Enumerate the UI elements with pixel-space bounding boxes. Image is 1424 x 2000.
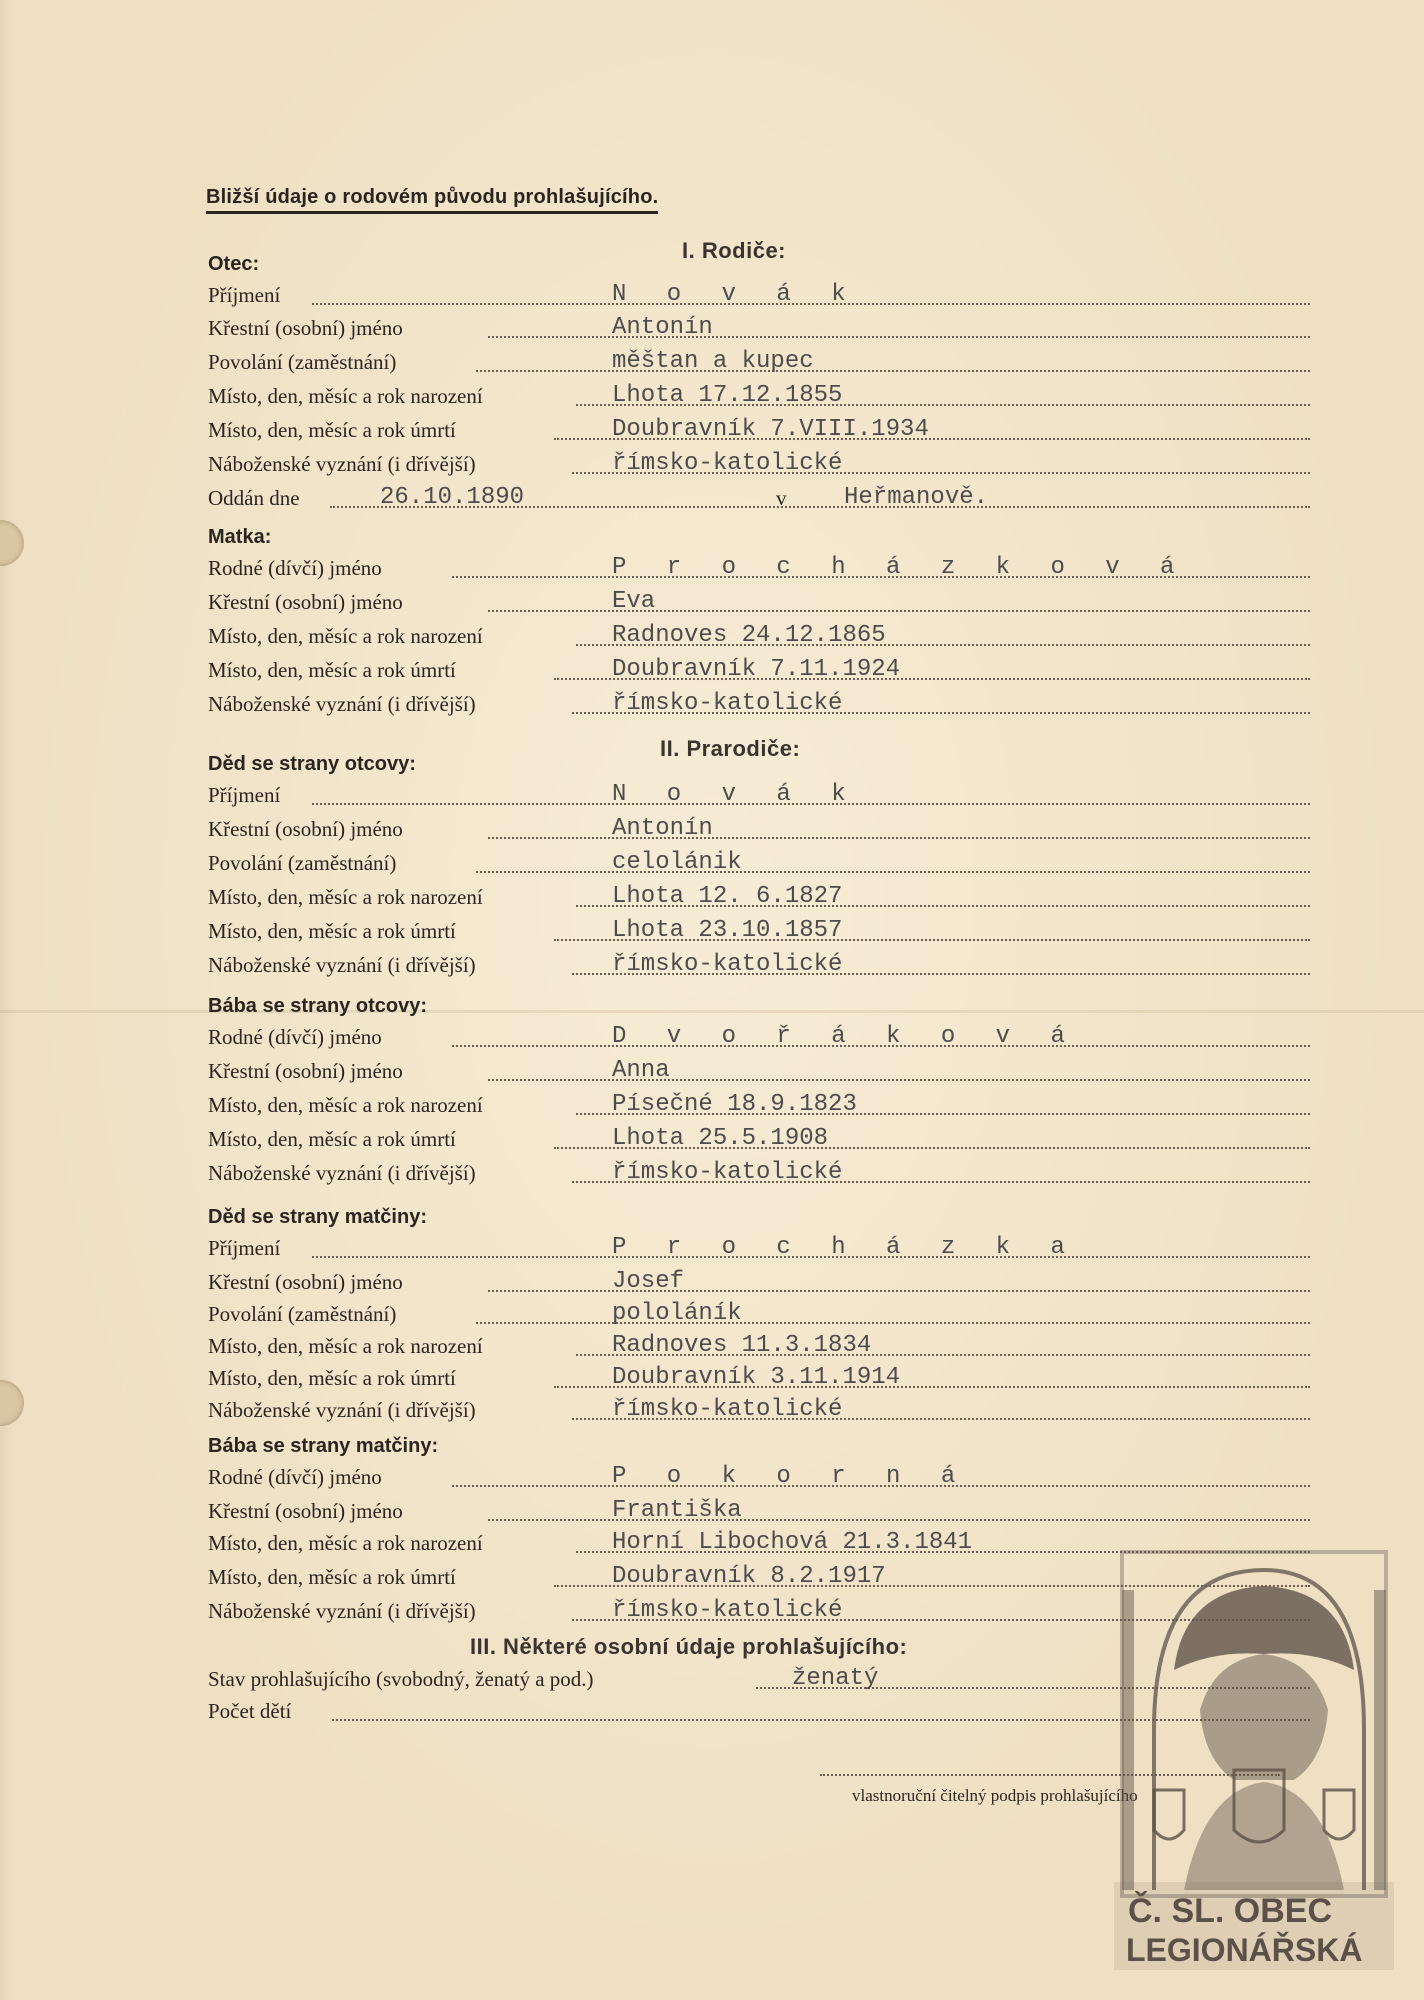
dotted-line bbox=[476, 871, 1310, 873]
field-label: Náboženské vyznání (i dřívější) bbox=[208, 692, 476, 716]
mgf-occupation-row bbox=[208, 1299, 1310, 1329]
pgm-religion-row bbox=[208, 1158, 1310, 1188]
group-heading-paternal-grandfather: Děd se strany otcovy: bbox=[208, 753, 416, 775]
field-label: Místo, den, měsíc a rok narození bbox=[208, 885, 483, 909]
field-label: Místo, den, měsíc a rok narození bbox=[208, 1334, 483, 1358]
father-birth-value: Lhota 17.12.1855 bbox=[612, 382, 843, 409]
mother-death-row bbox=[208, 655, 1310, 685]
pgm-maiden-name-row bbox=[208, 1022, 1310, 1052]
field-label: Místo, den, měsíc a rok úmrtí bbox=[208, 418, 456, 442]
field-label: Místo, den, měsíc a rok narození bbox=[208, 384, 483, 408]
field-label: Místo, den, měsíc a rok narození bbox=[208, 1531, 483, 1555]
mgf-surname-value: P r o c h á z k a bbox=[612, 1234, 1078, 1261]
field-label: Příjmení bbox=[208, 1236, 281, 1260]
field-label: Místo, den, měsíc a rok narození bbox=[208, 1093, 483, 1117]
field-label: Povolání (zaměstnání) bbox=[208, 851, 397, 875]
father-birth-row bbox=[208, 381, 1310, 411]
field-label: Náboženské vyznání (i dřívější) bbox=[208, 1599, 476, 1623]
father-death-value: Doubravník 7.VIII.1934 bbox=[612, 416, 929, 443]
father-marriage-place-value: Heřmanově. bbox=[844, 484, 989, 511]
field-label: Křestní (osobní) jméno bbox=[208, 1270, 403, 1294]
mgf-birth-row bbox=[208, 1331, 1310, 1361]
pgf-surname-row bbox=[208, 780, 1310, 810]
mother-first-name-value: Eva bbox=[612, 588, 656, 615]
field-label: Povolání (zaměstnání) bbox=[208, 1302, 397, 1326]
pgf-religion-value: římsko-katolické bbox=[612, 951, 843, 978]
field-label: Křestní (osobní) jméno bbox=[208, 316, 403, 340]
mgf-first-name-value: Josef bbox=[612, 1268, 685, 1295]
mother-birth-row bbox=[208, 621, 1310, 651]
mother-maiden-name-value: P r o c h á z k o v á bbox=[612, 554, 1188, 581]
mgf-death-row bbox=[208, 1363, 1310, 1393]
pgf-religion-row bbox=[208, 950, 1310, 980]
father-first-name-row bbox=[208, 313, 1310, 343]
children-label: Počet dětí bbox=[208, 1699, 292, 1723]
father-marriage-date-value: 26.10.1890 bbox=[380, 484, 525, 511]
pgf-birth-row bbox=[208, 882, 1310, 912]
father-religion-row bbox=[208, 449, 1310, 479]
mgf-birth-value: Radnoves 11.3.1834 bbox=[612, 1332, 872, 1359]
group-heading-paternal-grandmother: Bába se strany otcovy: bbox=[208, 995, 427, 1017]
mgm-death-value: Doubravník 8.2.1917 bbox=[612, 1563, 886, 1590]
mother-first-name-row bbox=[208, 587, 1310, 617]
legion-stamp bbox=[1114, 1530, 1394, 1970]
father-occupation-row bbox=[208, 347, 1310, 377]
field-label: Místo, den, měsíc a rok úmrtí bbox=[208, 1565, 456, 1589]
status-value: ženatý bbox=[792, 1665, 879, 1692]
field-label: Místo, den, měsíc a rok úmrtí bbox=[208, 919, 456, 943]
mgm-maiden-name-row bbox=[208, 1462, 1310, 1492]
mgm-maiden-name-value: P o k o r n á bbox=[612, 1463, 969, 1490]
section-heading-parents: I. Rodiče: bbox=[682, 238, 787, 263]
group-heading-maternal-grandmother: Bába se strany matčiny: bbox=[208, 1435, 439, 1457]
mgf-surname-row bbox=[208, 1233, 1310, 1263]
stamp-line-2: LEGIONÁŘSKÁ bbox=[1126, 1932, 1363, 1968]
field-label: Povolání (zaměstnání) bbox=[208, 350, 397, 374]
field-label: Rodné (dívčí) jméno bbox=[208, 556, 382, 580]
dotted-line bbox=[476, 1322, 1310, 1324]
field-label: Místo, den, měsíc a rok úmrtí bbox=[208, 658, 456, 682]
field-label: Křestní (osobní) jméno bbox=[208, 590, 403, 614]
document-title: Bližší údaje o rodovém původu prohlašujícího. bbox=[206, 186, 658, 214]
field-label: Oddán dne bbox=[208, 486, 300, 510]
pgm-first-name-row bbox=[208, 1056, 1310, 1086]
pgm-death-row bbox=[208, 1124, 1310, 1154]
mgf-religion-value: římsko-katolické bbox=[612, 1396, 843, 1423]
status-label: Stav prohlašujícího (svobodný, ženatý a pod.) bbox=[208, 1667, 594, 1691]
section-heading-personal: III. Některé osobní údaje prohlašujícího: bbox=[470, 1634, 908, 1659]
mgf-religion-row bbox=[208, 1395, 1310, 1425]
pgf-occupation-value: celolánik bbox=[612, 849, 742, 876]
field-label: Místo, den, měsíc a rok úmrtí bbox=[208, 1366, 456, 1390]
mgf-occupation-value: pololáník bbox=[612, 1300, 742, 1327]
pgm-religion-value: římsko-katolické bbox=[612, 1159, 843, 1186]
mgm-religion-value: římsko-katolické bbox=[612, 1597, 843, 1624]
field-label: Místo, den, měsíc a rok narození bbox=[208, 624, 483, 648]
mgf-death-value: Doubravník 3.11.1914 bbox=[612, 1364, 901, 1391]
father-marriage-row bbox=[208, 483, 1310, 513]
field-label: Křestní (osobní) jméno bbox=[208, 817, 403, 841]
mother-religion-value: římsko-katolické bbox=[612, 690, 843, 717]
pgm-death-value: Lhota 25.5.1908 bbox=[612, 1125, 829, 1152]
punch-hole bbox=[0, 520, 24, 566]
punch-hole bbox=[0, 1380, 24, 1426]
field-label: Místo, den, měsíc a rok úmrtí bbox=[208, 1127, 456, 1151]
field-label: Náboženské vyznání (i dřívější) bbox=[208, 452, 476, 476]
field-label: Rodné (dívčí) jméno bbox=[208, 1465, 382, 1489]
section-heading-grandparents: II. Prarodiče: bbox=[660, 736, 801, 761]
pgf-first-name-value: Antonín bbox=[612, 815, 713, 842]
pgf-first-name-row bbox=[208, 814, 1310, 844]
pgm-birth-value: Písečné 18.9.1823 bbox=[612, 1091, 857, 1118]
field-label: Příjmení bbox=[208, 283, 281, 307]
father-occupation-value: měštan a kupec bbox=[612, 348, 814, 375]
father-surname-row bbox=[208, 280, 1310, 310]
group-heading-father: Otec: bbox=[208, 253, 260, 275]
group-heading-maternal-grandfather: Děd se strany matčiny: bbox=[208, 1206, 427, 1228]
field-label: Příjmení bbox=[208, 783, 281, 807]
mother-religion-row bbox=[208, 689, 1310, 719]
father-surname-value: N o v á k bbox=[612, 281, 859, 308]
pgm-maiden-name-value: D v o ř á k o v á bbox=[612, 1023, 1078, 1050]
field-label: Náboženské vyznání (i dřívější) bbox=[208, 1398, 476, 1422]
mother-maiden-name-row bbox=[208, 553, 1310, 583]
mgm-birth-value: Horní Libochová 21.3.1841 bbox=[612, 1529, 973, 1556]
pgm-birth-row bbox=[208, 1090, 1310, 1120]
mother-birth-value: Radnoves 24.12.1865 bbox=[612, 622, 886, 649]
field-label: Křestní (osobní) jméno bbox=[208, 1499, 403, 1523]
father-first-name-value: Antonín bbox=[612, 314, 713, 341]
mgm-first-name-row bbox=[208, 1496, 1310, 1526]
father-death-row bbox=[208, 415, 1310, 445]
field-label: Rodné (dívčí) jméno bbox=[208, 1025, 382, 1049]
dotted-line bbox=[476, 370, 1310, 372]
pgf-surname-value: N o v á k bbox=[612, 781, 859, 808]
mgm-first-name-value: Františka bbox=[612, 1497, 742, 1524]
mgf-first-name-row bbox=[208, 1267, 1310, 1297]
pgf-birth-value: Lhota 12. 6.1827 bbox=[612, 883, 843, 910]
signature-label: vlastnoruční čitelný podpis prohlašujícího bbox=[852, 1786, 1138, 1805]
pgf-death-row bbox=[208, 916, 1310, 946]
field-label: Náboženské vyznání (i dřívější) bbox=[208, 1161, 476, 1185]
mother-death-value: Doubravník 7.11.1924 bbox=[612, 656, 901, 683]
marriage-place-label: v bbox=[776, 486, 787, 510]
field-label: Křestní (osobní) jméno bbox=[208, 1059, 403, 1083]
stamp-line-1: Č. SL. OBEC bbox=[1128, 1892, 1333, 1930]
pgm-first-name-value: Anna bbox=[612, 1057, 670, 1084]
field-label: Náboženské vyznání (i dřívější) bbox=[208, 953, 476, 977]
group-heading-mother: Matka: bbox=[208, 526, 272, 548]
father-religion-value: římsko-katolické bbox=[612, 450, 843, 477]
pgf-occupation-row bbox=[208, 848, 1310, 878]
pgf-death-value: Lhota 23.10.1857 bbox=[612, 917, 843, 944]
